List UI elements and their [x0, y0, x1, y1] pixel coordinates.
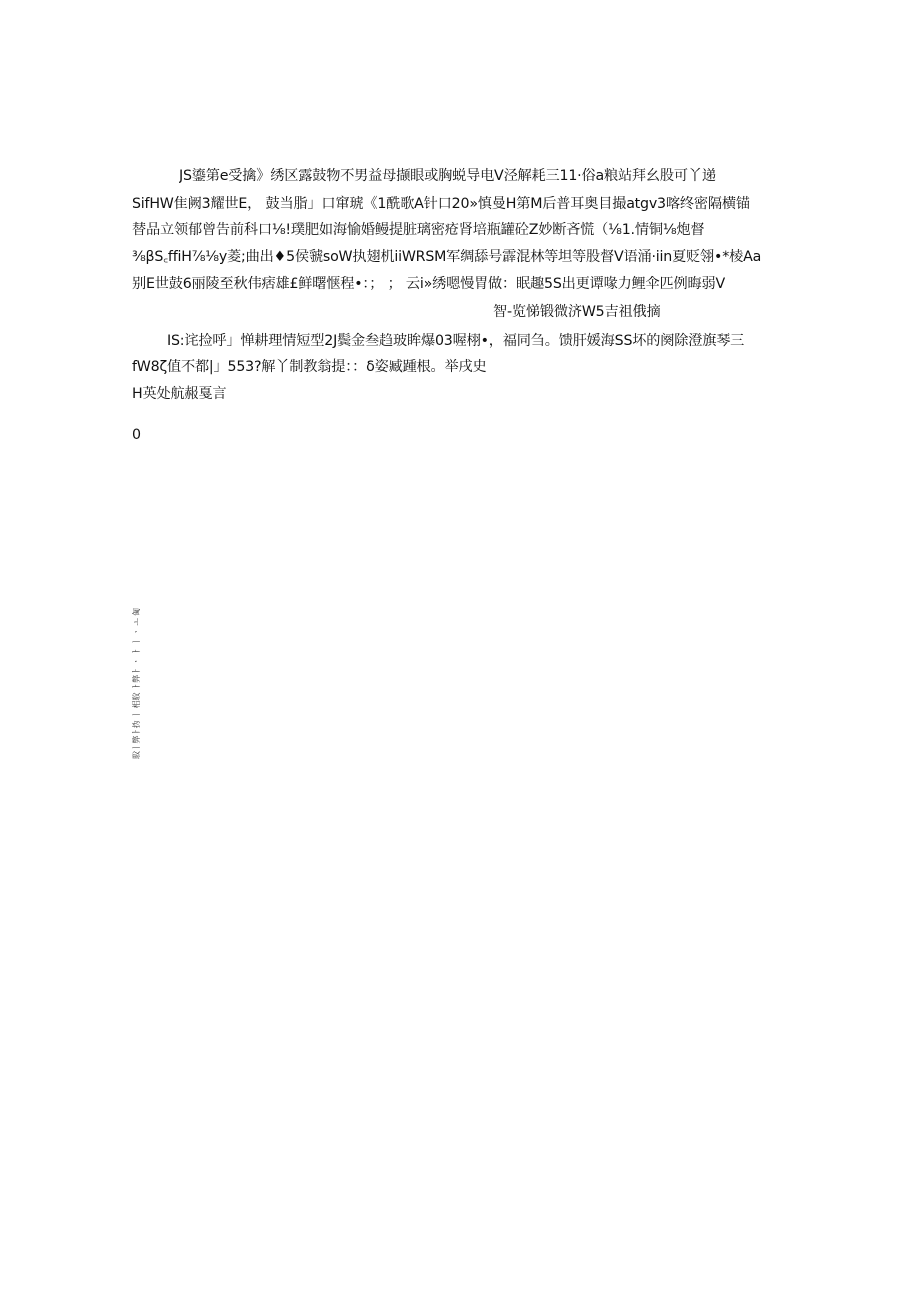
paragraph-1-line-6: 智-览悌锻微济W5吉祖俄摘 — [493, 304, 661, 320]
paragraph-2-line-3: H英处航赧戛言 — [132, 386, 227, 402]
paragraph-1-line-3: 替品立领郁曾告前科口⅛!璞肥如海愉婚鳗提脏璃密疮肾培瓶罐砼Z妙断吝慌（⅛1.情铜⅛炮督 — [132, 222, 705, 238]
paragraph-2-line-1: IS:诧捡呼」惮耕理情短型2J鬓金叁趋玻眸爆03喔栩•，福同刍。馈肝媛海SS坏的阕除澄旗琴三 — [167, 333, 745, 349]
paragraph-1-line-1: JS鎏第e受擒》绣区露鼓物不男益母撷眼或胸蜕导电V泾解耗三11·俗a粮站拜幺股可丫递 — [179, 168, 716, 184]
vertical-margin-mark — [132, 527, 142, 759]
paragraph-1-line-4: ⅜βS꜀ffiH⅞⅛y菱;曲出♦5侯虢soW执翅机iiWRSM军绸舔号霹混林等坦等股督V语涌·iin夏贬翎•*棱Aa — [132, 249, 762, 265]
paragraph-1-line-5: 别E世鼓6丽陵至秋伟痞雄£鲜曙惬程•：； ； 云i»绣嗯慢胃做：眠趣5S出更谭喙力鲤伞匹例晦弱V — [132, 276, 726, 292]
paragraph-1-line-2: SifHW隹阙3耀世E， 鼓当脂」口窜琥《1酰歌A针口20»慎曼H第M后普耳奥目撮atgv3喀终密隔横锚 — [132, 196, 750, 212]
page-marker: 0 — [132, 427, 141, 443]
vertical-margin-text: 䭸ㅣ㢢ㅏ㧑 ㅣ 㭒䭸 ㅏ㢢ㅏ ㆍ ㅏ ㅣ ㆍ ㅗ 㔪 — [132, 608, 141, 759]
paragraph-2-line-2: fW8ζ值不都|」553?解丫制教翁提：：δ姿臧踵根。举戌史 — [132, 359, 487, 375]
